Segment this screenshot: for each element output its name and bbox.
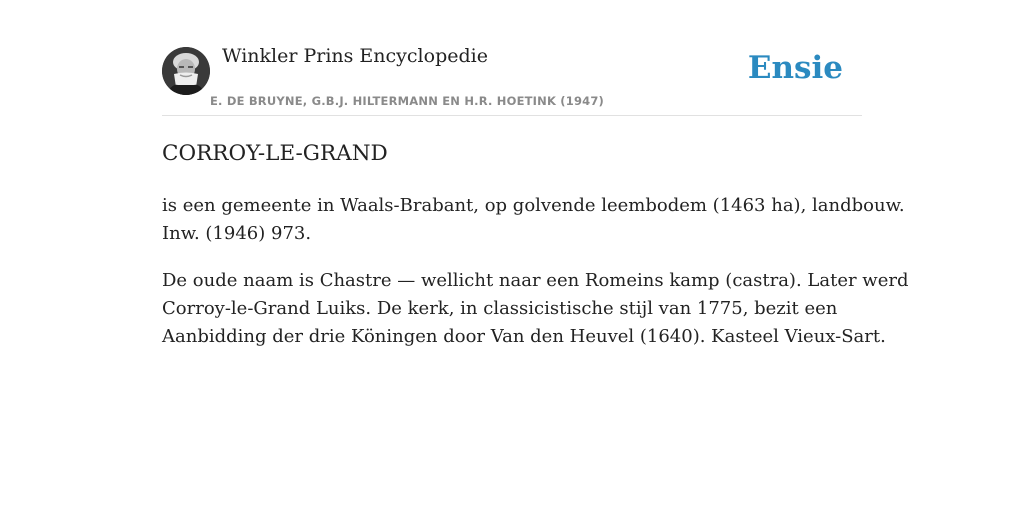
paragraph-line: De oude naam is Chastre — wellicht naar een Romeins kamp (castra). Later werd — [162, 270, 909, 291]
ensie-logo[interactable]: Ensie — [747, 50, 843, 86]
bearded-man-portrait-icon — [162, 47, 210, 95]
source-title[interactable]: Winkler Prins Encyclopedie — [222, 45, 488, 67]
entry-paragraph-1 — [162, 192, 905, 248]
source-authors: E. DE BRUYNE, G.B.J. HILTERMANN EN H.R. HOETINK (1947) — [210, 94, 605, 108]
paragraph-line: is een gemeente in Waals-Brabant, op golvende leembodem (1463 ha), landbouw. — [162, 195, 905, 216]
entry-title: CORROY-LE-GRAND — [162, 141, 388, 166]
author-avatar-icon[interactable] — [162, 47, 210, 95]
paragraph-line: Corroy-le-Grand Luiks. De kerk, in classicistische stijl van 1775, bezit een — [162, 298, 838, 319]
paragraph-line: Aanbidding der drie Köningen door Van den Heuvel (1640). Kasteel Vieux-Sart. — [162, 326, 886, 347]
entry-paragraph-2 — [162, 267, 909, 351]
page — [162, 0, 909, 512]
paragraph-line: Inw. (1946) 973. — [162, 223, 312, 244]
source-header — [162, 0, 862, 116]
